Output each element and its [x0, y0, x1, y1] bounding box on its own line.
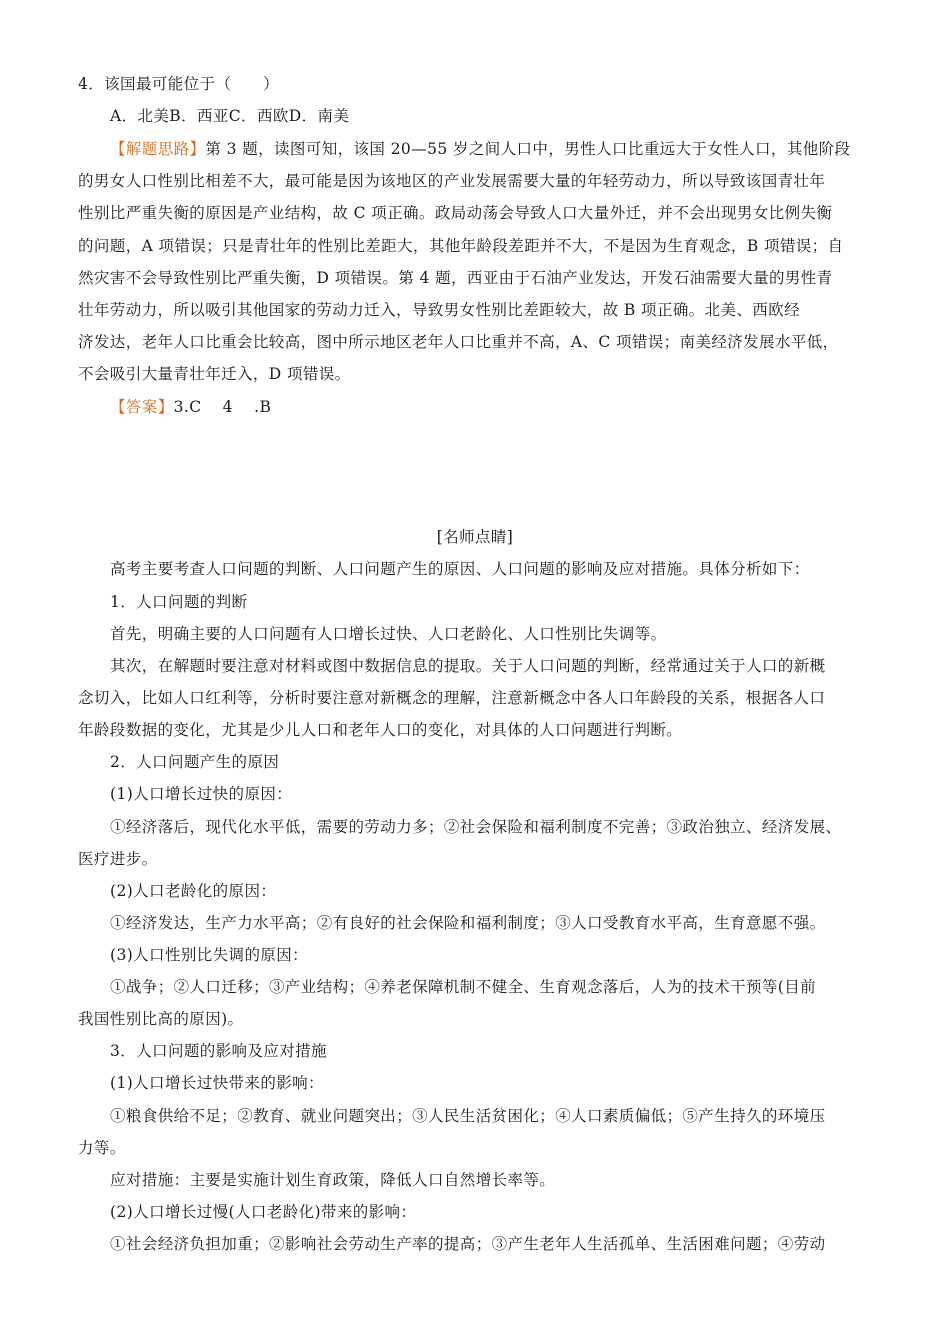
tips-line-19: 力等。: [78, 1139, 126, 1157]
analysis-line-6: 壮年劳动力，所以吸引其他国家的劳动力迁入，导致男女性别比差距较大，故 B 项正确。北美、西欧经: [78, 301, 801, 319]
analysis-line-2: 的男女人口性别比相差不大，最可能是因为该地区的产业发展需要大量的年轻劳动力，所以导致该国青壮年: [78, 172, 826, 190]
tips-line-5: 念切入，比如人口红利等，分析时要注意对新概念的理解，注意新概念中各人口年龄段的关系，根据各人口: [78, 689, 826, 707]
tips-line-8: (1)人口增长过快的原因：: [110, 785, 293, 803]
tips-line-13: (3)人口性别比失调的原因：: [110, 946, 309, 964]
tips-line-9: ①经济落后，现代化水平低，需要的劳动力多；②社会保险和福利制度不完善；③政治独立、经济发展、: [110, 818, 842, 836]
tips-line-20: 应对措施：主要是实施计划生育政策，降低人口自然增长率等。: [110, 1171, 556, 1189]
analysis-line-4: 的问题，A 项错误；只是青壮年的性别比差距大，其他年龄段差距并不大，不是因为生育观念，B 项错误；自: [78, 237, 844, 255]
analysis-line-7: 济发达，老年人口比重会比较高，图中所示地区老年人口比重并不高，A、C 项错误；南美经济发展水平低，: [78, 333, 839, 351]
tips-line-21: (2)人口增长过慢(人口老龄化)带来的影响：: [110, 1203, 417, 1221]
tips-line-14: ①战争；②人口迁移；③产业结构；④养老保障机制不健全、生育观念落后，人为的技术干预等(目前: [110, 978, 817, 996]
question-4-stem: 4．该国最可能位于（ ）: [78, 75, 280, 93]
tips-line-1: 高考主要考查人口问题的判断、人口问题产生的原因、人口问题的影响及应对措施。具体分析如下：: [110, 560, 810, 578]
tips-line-2: 1．人口问题的判断: [110, 593, 248, 611]
tips-line-18: ①粮食供给不足；②教育、就业问题突出；③人民生活贫困化；④人口素质偏低；⑤产生持久的环境压: [110, 1107, 826, 1125]
tips-line-12: ①经济发达，生产力水平高；②有良好的社会保险和福利制度；③人口受教育水平高，生育意愿不强。: [110, 914, 826, 932]
tips-line-16: 3．人口问题的影响及应对措施: [110, 1042, 327, 1060]
tips-line-6: 年龄段数据的变化，尤其是少儿人口和老年人口的变化，对具体的人口问题进行判断。: [78, 721, 683, 739]
tips-line-3: 首先，明确主要的人口问题有人口增长过快、人口老龄化、人口性别比失调等。: [110, 625, 667, 643]
tips-line-22: ①社会经济负担加重；②影响社会劳动生产率的提高；③产生老年人生活孤单、生活困难问题；④劳动: [110, 1235, 826, 1253]
analysis-line-5: 然灾害不会导致性别比严重失衡，D 项错误。第 4 题，西亚由于石油产业发达，开发石油需要大量的男性青: [78, 269, 833, 287]
tips-line-4: 其次，在解题时要注意对材料或图中数据信息的提取。关于人口问题的判断，经常通过关于人口的新概: [110, 657, 826, 675]
tips-title: [名师点睛]: [436, 528, 514, 546]
tips-line-17: (1)人口增长过快带来的影响：: [110, 1074, 324, 1092]
analysis-line-1: 【解题思路】第 3 题，读图可知，该国 20—55 岁之间人口中，男性人口比重远大于女性人口，其他阶段: [110, 140, 851, 158]
analysis-line-8: 不会吸引大量青壮年迁入，D 项错误。: [78, 365, 351, 383]
tips-line-7: 2．人口问题产生的原因: [110, 753, 280, 771]
tips-line-11: (2)人口老龄化的原因：: [110, 882, 277, 900]
tips-line-10: 医疗进步。: [78, 850, 158, 868]
analysis-tag: 【解题思路】: [110, 140, 206, 158]
answer-tag: 【答案】: [110, 398, 174, 416]
tips-line-15: 我国性别比高的原因)。: [78, 1010, 244, 1028]
answer-text: 3.C 4 .B: [173, 398, 272, 416]
question-4-options: A．北美B．西亚C．西欧D．南美: [110, 107, 350, 125]
analysis-line-3: 性别比严重失衡的原因是产业结构，故 C 项正确。政局动荡会导致人口大量外迁，并不会出现男女比例失衡: [78, 204, 833, 222]
answer-line: [110, 396, 910, 418]
